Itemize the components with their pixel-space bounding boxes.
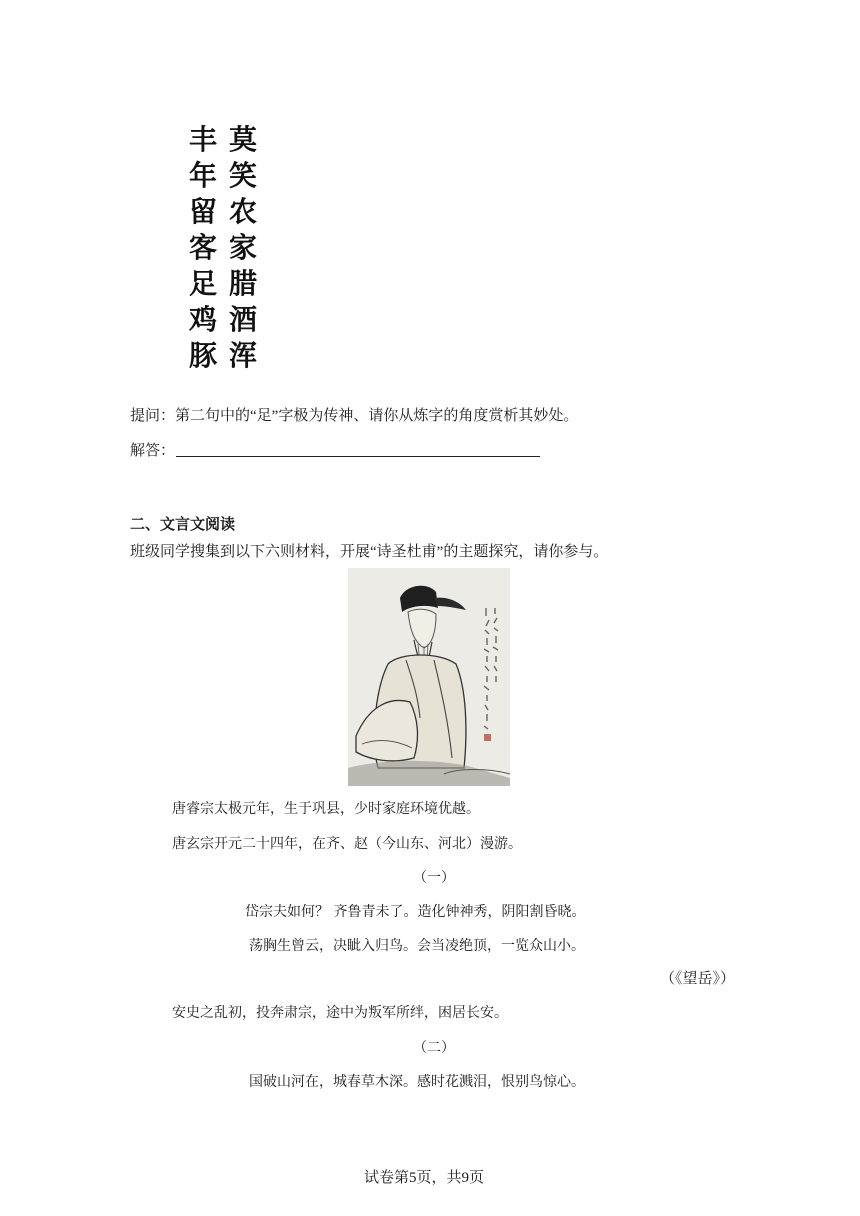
couplet-char: 足 bbox=[188, 267, 217, 300]
couplet-char: 丰 bbox=[188, 123, 217, 156]
couplet-char: 家 bbox=[228, 231, 257, 264]
section-intro: 班级同学搜集到以下六则材料，开展“诗圣杜甫”的主题探究，请你参与。 bbox=[130, 544, 609, 560]
section-heading: 二、文言文阅读 bbox=[130, 516, 236, 533]
du-fu-portrait-icon bbox=[348, 568, 510, 786]
couplet-char: 农 bbox=[228, 195, 257, 228]
poem-number-label: （一） bbox=[413, 870, 455, 886]
couplet-char: 酒 bbox=[228, 303, 257, 336]
couplet-char: 腊 bbox=[228, 267, 257, 300]
couplet-left-column bbox=[182, 122, 224, 374]
couplet-char: 客 bbox=[188, 231, 217, 264]
couplet-char: 豚 bbox=[188, 339, 217, 372]
answer-line[interactable] bbox=[176, 456, 540, 457]
bio-text: 唐玄宗开元二十四年，在齐、赵（今山东、河北）漫游。 bbox=[172, 836, 522, 852]
page-footer: 试卷第5页，共9页 bbox=[364, 1170, 485, 1186]
couplet-char: 浑 bbox=[228, 339, 257, 372]
couplet-char: 留 bbox=[188, 195, 217, 228]
couplet-char: 鸡 bbox=[188, 303, 217, 336]
couplet-right-column bbox=[222, 122, 264, 374]
poem-line: 荡胸生曾云，决眦入归鸟。会当凌绝顶，一览众山小。 bbox=[249, 938, 585, 954]
question-prompt: 提问：第二句中的“足”字极为传神、请你从炼字的角度赏析其妙处。 bbox=[130, 408, 579, 424]
poem-line: 岱宗夫如何？ 齐鲁青未了。造化钟神秀，阴阳割昏晓。 bbox=[245, 904, 586, 920]
poem-number-label: （二） bbox=[413, 1040, 455, 1056]
couplet-char: 年 bbox=[188, 159, 217, 192]
answer-label: 解答： bbox=[130, 443, 176, 459]
bio-text: 唐睿宗太极元年，生于巩县，少时家庭环境优越。 bbox=[172, 801, 480, 817]
couplet-char: 笑 bbox=[228, 159, 257, 192]
bio-text: 安史之乱初，投奔肃宗，途中为叛军所绊，困居长安。 bbox=[172, 1005, 508, 1021]
couplet-char: 莫 bbox=[228, 123, 257, 156]
poem-source: （《望岳》） bbox=[660, 971, 736, 987]
poem-line: 国破山河在，城春草木深。感时花溅泪，恨别鸟惊心。 bbox=[249, 1074, 585, 1090]
